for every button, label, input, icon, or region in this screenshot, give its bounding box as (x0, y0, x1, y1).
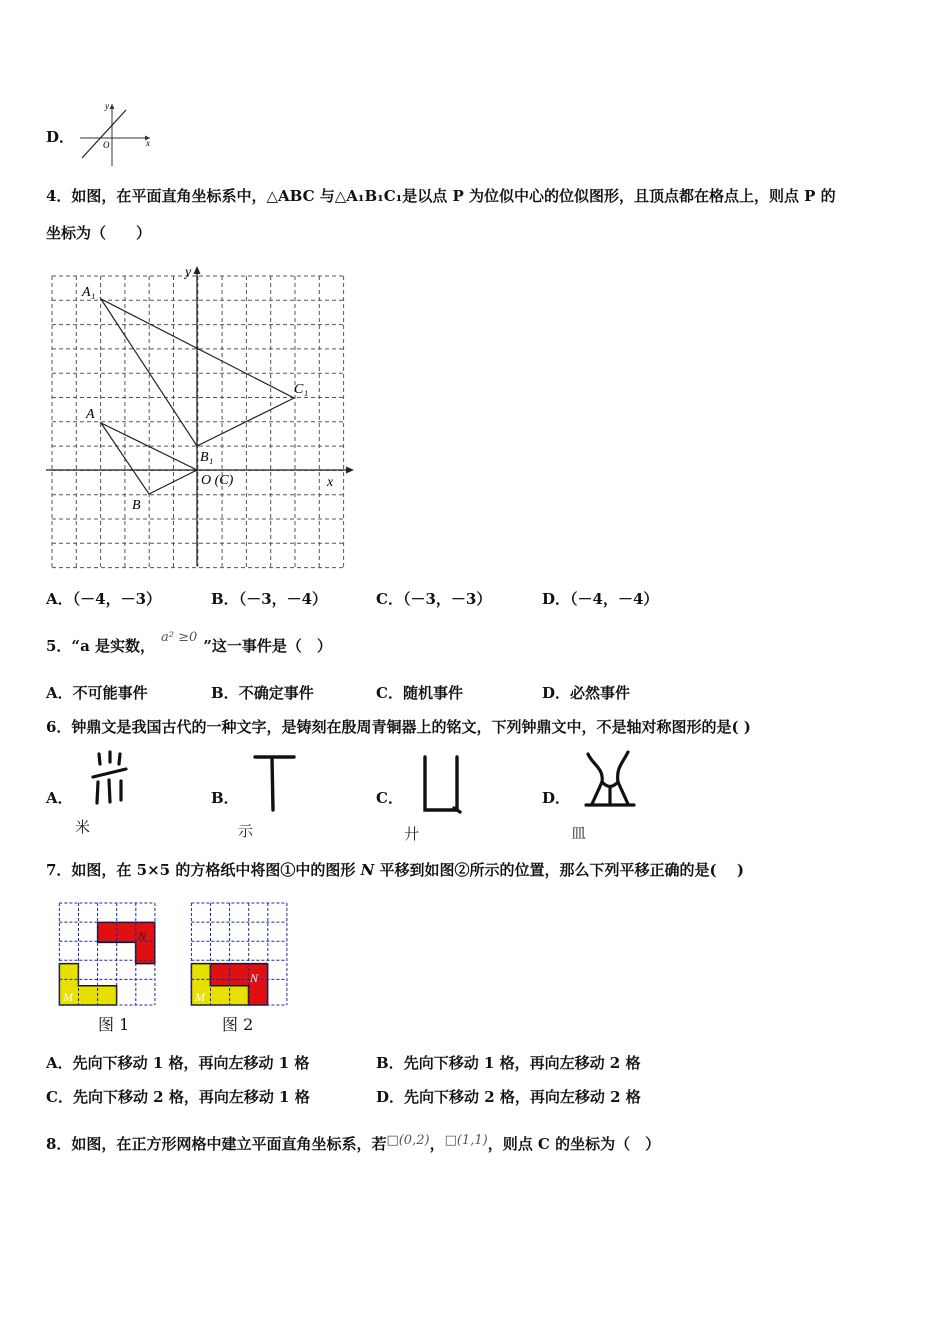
q6-option-d-label[interactable]: D． (542, 789, 571, 807)
q4-coordinate-figure (44, 262, 360, 572)
q8-stem: 8．如图，在正方形网格中建立平面直角坐标系，若□(0,2)，□(1,1)，则点 C 的坐标为（ ） (46, 1133, 661, 1153)
q3-option-d-graph (74, 98, 158, 170)
q7-option-d[interactable]: D．先向下移动 2 格，再向左移动 2 格 (376, 1088, 641, 1106)
q4-label-a1: A₁ (82, 285, 96, 300)
q5-option-a[interactable]: A．不可能事件 (46, 684, 148, 702)
q7-stem: 7．如图，在 5×5 的方格纸中将图①中的图形 N 平移到如图②所示的位置，那么下列平移正确的是( ) (46, 861, 744, 879)
q4-label-a: A (86, 407, 95, 422)
q6-option-a-label[interactable]: A． (46, 789, 73, 807)
q5-option-d[interactable]: D．必然事件 (542, 684, 631, 702)
q4-option-a[interactable]: A．（－4，－3） (46, 590, 162, 608)
q3-graph-y-label: y (105, 101, 109, 111)
q6-stem: 6．钟鼎文是我国古代的一种文字，是铸刻在殷周青铜器上的铭文，下列钟鼎文中，不是轴对称图形的是( ) (46, 718, 751, 736)
q7-figure-2-caption: 图 2 (222, 1015, 254, 1034)
q7-option-b[interactable]: B．先向下移动 1 格，再向左移动 2 格 (376, 1054, 641, 1072)
q4-label-o: O (C) (201, 473, 234, 488)
q4-grid (52, 276, 344, 568)
q7-figure-1-caption: 图 1 (98, 1015, 130, 1034)
q7-figure-1 (56, 900, 160, 1010)
q4-label-c1: C₁ (294, 382, 309, 397)
q7-fig1-label-m: M (63, 990, 73, 1004)
q7-fig2-label-n: N (250, 971, 259, 985)
q5-option-b[interactable]: B．不确定事件 (211, 684, 314, 702)
q6-option-b-glyph[interactable] (252, 752, 298, 814)
q7-fig2-label-m: M (195, 990, 205, 1004)
q5-stem: 5．“a 是实数， a² ≥0 ”这一事件是（ ） (46, 630, 332, 655)
q3-graph-x-label: x (146, 138, 150, 148)
q4-x-label: x (327, 475, 334, 490)
q6-option-c-caption: 廾 (404, 825, 420, 843)
q8-math-1: □(0,2) (386, 1133, 430, 1148)
q4-y-label: y (185, 265, 192, 280)
q3-option-d-label[interactable]: D． (46, 128, 75, 146)
q6-option-b-caption: 示 (238, 822, 254, 840)
q7-option-a[interactable]: A．先向下移动 1 格，再向左移动 1 格 (46, 1054, 310, 1072)
q6-option-b-label[interactable]: B． (211, 789, 239, 807)
q3-graph-origin-label: O (103, 140, 110, 150)
q6-option-c-glyph[interactable] (416, 752, 466, 816)
q5-option-c[interactable]: C．随机事件 (376, 684, 463, 702)
q4-stem-line1: 4．如图，在平面直角坐标系中，△ABC 与△A₁B₁C₁是以点 P 为位似中心的位似图形，且顶点都在格点上，则点 P 的 (46, 187, 836, 205)
q7-option-c[interactable]: C．先向下移动 2 格，再向左移动 1 格 (46, 1088, 310, 1106)
q6-option-a-glyph[interactable] (88, 750, 132, 808)
q6-option-c-label[interactable]: C． (376, 789, 403, 807)
q8-math-2: □(1,1) (444, 1133, 488, 1148)
q4-label-b1: B₁ (200, 450, 214, 465)
q5-math: a² ≥0 (161, 630, 198, 645)
q4-option-c[interactable]: C．（－3，－3） (376, 590, 492, 608)
q4-stem-line2: 坐标为（ ） (46, 224, 152, 242)
q6-option-a-caption: 米 (75, 818, 91, 836)
q4-label-b: B (132, 498, 141, 513)
q6-option-d-glyph[interactable] (582, 748, 638, 814)
q7-fig1-shape-n (98, 922, 155, 963)
q7-fig1-label-n: N (138, 929, 147, 943)
q7-figure-2 (188, 900, 292, 1010)
q4-option-b[interactable]: B．（－3，－4） (211, 590, 328, 608)
q4-option-d[interactable]: D．（－4，－4） (542, 590, 659, 608)
q6-option-d-caption: 皿 (571, 824, 587, 842)
